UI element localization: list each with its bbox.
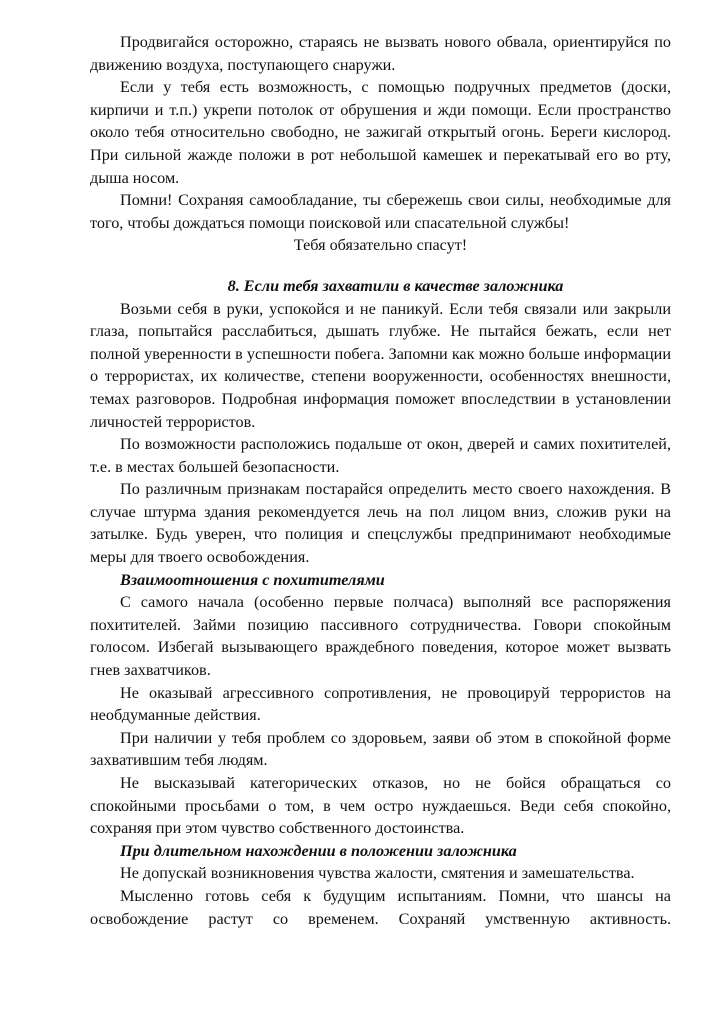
paragraph: По различным признакам постарайся определить место своего нахождения. В случае штурма здания рекомендуется лечь на пол лицом вниз, сложив руки на затылке. Будь уверен, что полиция и спецслужбы предпринимают необходимые меры для твоего освобождения. [90,480,671,567]
paragraph: С самого начала (особенно первые полчаса) выполняй все распоряжения похитителей. Займи позицию пассивного сотрудничества. Говори спокойным голосом. Избегай вызывающего враждебного поведения, которое может вызвать гнев захватчиков. [90,593,671,680]
paragraph: При наличии у тебя проблем со здоровьем, заяви об этом в спокойной форме захватившим тебя людям. [90,728,671,770]
subsection-heading: Взаимоотношения с похитителями [120,570,385,589]
paragraph: Мысленно готовь себя к будущим испытаниям. Помни, что шансы на освобождение растут со временем. Сохраняй умственную активность. [90,886,671,928]
paragraph: Помни! Сохраняя самообладание, ты сбережешь свои силы, необходимые для того, чтобы дождаться помощи поисковой или спасательной службы! [90,191,671,232]
subsection-heading: При длительном нахождении в положении заложника [120,841,517,860]
section-heading: 8. Если тебя захватили в качестве заложника [227,276,564,295]
paragraph: Не оказывай агрессивного сопротивления, не провоцируй террористов на необдуманные действия. [90,683,671,725]
paragraph: Возьми себя в руки, успокойся и не паникуй. Если тебя связали или закрыли глаза, попытайся расслабиться, дышать глубже. Не пытайся бежать, если нет полной уверенности в успешности побега. Запомни как можно больше информации о террористах, их количестве, степени вооруженности, особенностях внешности, темах разговоров. Подробная информация поможет впоследствии в установлении личностей террористов. [90,299,671,431]
paragraph: По возможности расположись подальше от окон, дверей и самих похитителей, т.е. в местах большей безопасности. [90,435,671,476]
document-page [90,31,671,930]
closing-line: Тебя обязательно спасут! [293,236,468,255]
paragraph: Продвигайся осторожно, стараясь не вызвать нового обвала, ориентируйся по движению воздуха, поступающего снаружи. [90,33,671,74]
paragraph: Если у тебя есть возможность, с помощью подручных предметов (доски, кирпичи и т.п.) укрепи потолок от обрушения и жди помощи. Если пространство около тебя относительно свободно, не зажигай открытый огонь. Береги кислород. При сильной жажде положи в рот небольшой камешек и перекатывай его во рту, дыша носом. [90,78,671,187]
paragraph: Не допускай возникновения чувства жалости, смятения и замешательства. [120,864,635,883]
paragraph: Не высказывай категорических отказов, но не бойся обращаться со спокойными просьбами о том, в чем остро нуждаешься. Веди себя спокойно, сохраняя при этом чувство собственного достоинства. [90,774,671,838]
